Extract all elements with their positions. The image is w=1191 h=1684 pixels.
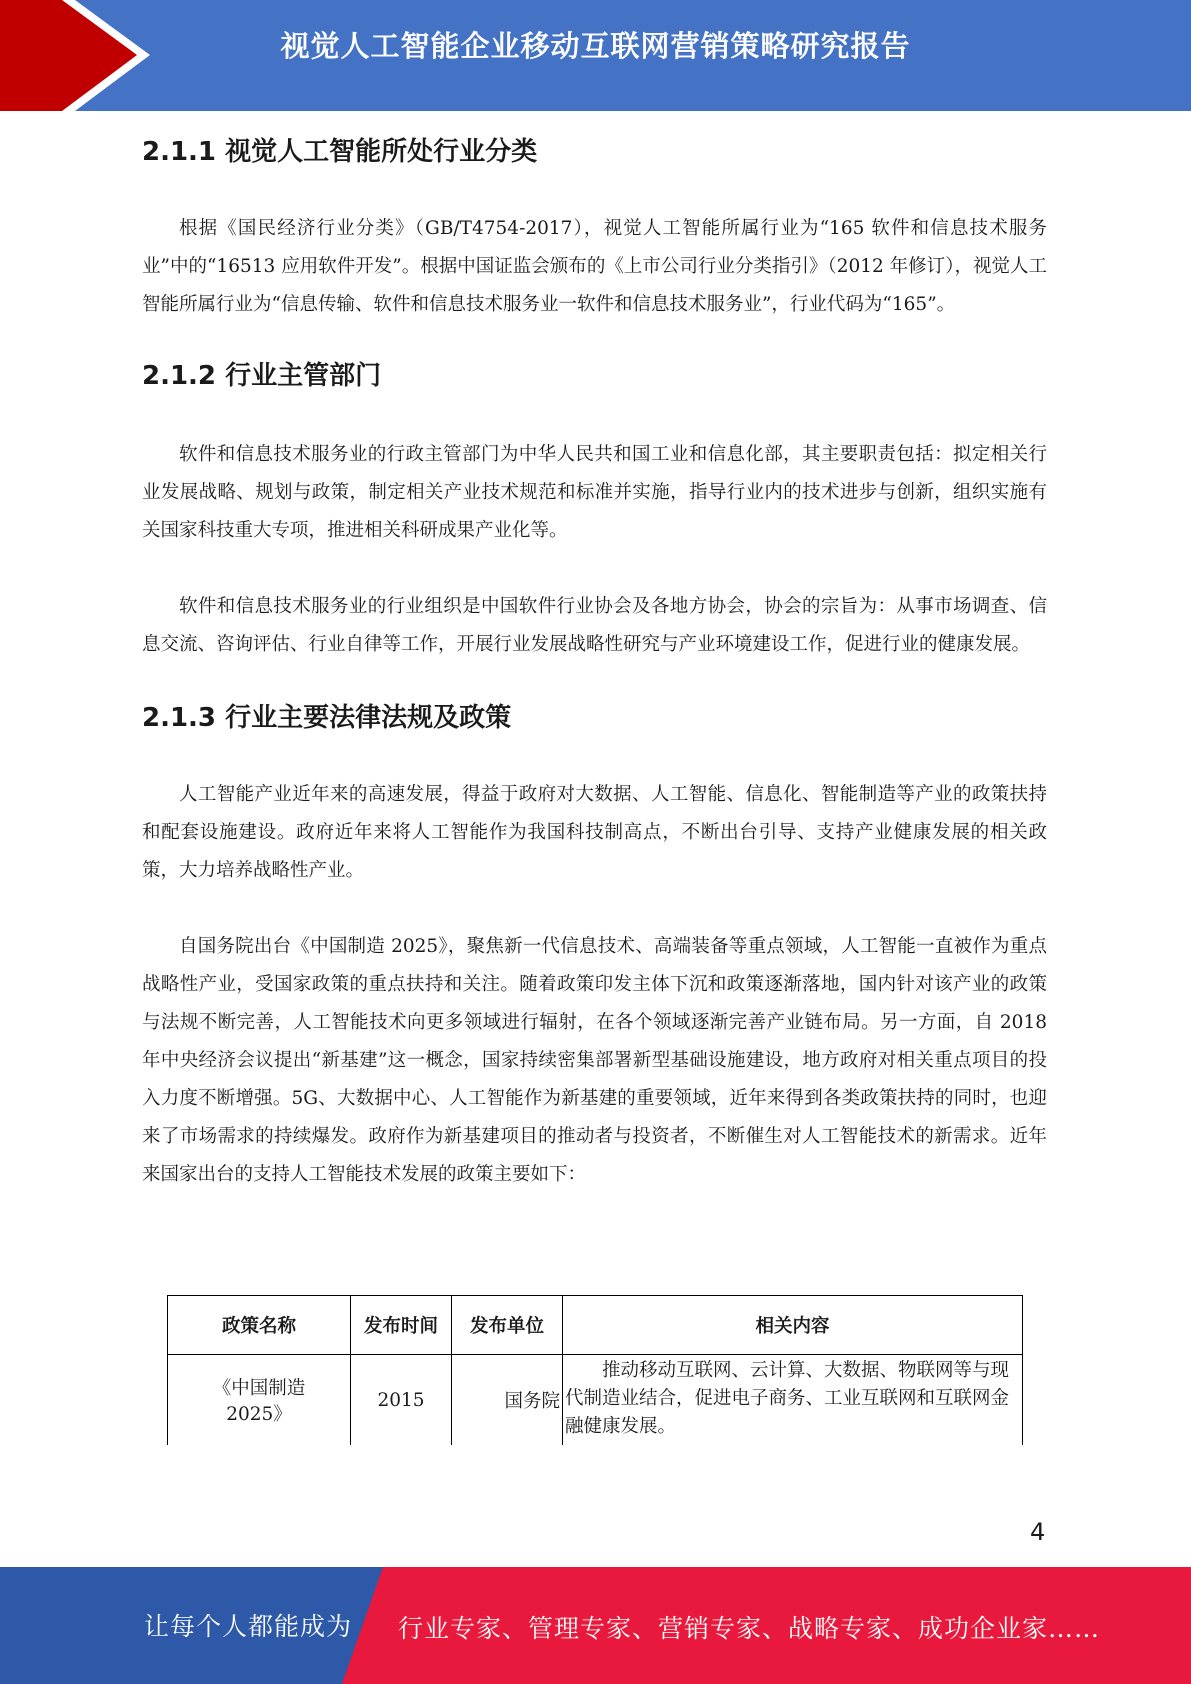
- table-header-row: [168, 1296, 1023, 1355]
- footer-slogan-left: 让每个人都能成为: [144, 1612, 353, 1641]
- paragraph: 人工智能产业近年来的高速发展，得益于政府对大数据、人工智能、信息化、智能制造等产业的政策扶持和配套设施建设。政府近年来将人工智能作为我国科技制高点，不断出台引导、支持产业健康发展的相关政策，大力培养战略性产业。: [142, 784, 1047, 881]
- paragraph: 根据《国民经济行业分类》（GB/T4754-2017），视觉人工智能所属行业为“165 软件和信息技术服务业”中的“16513 应用软件开发”。根据中国证监会颁布的《上市公司行业分类指引》（2012 年修订），视觉人工智能所属行业为“信息传输、软件和信息技术服务业一软件和信息技术服务业”，行业代码为“165”。: [142, 218, 1047, 315]
- column-header-issuer: 发布单位: [452, 1296, 563, 1355]
- footer-banner: [0, 1567, 1191, 1684]
- page-number: 4: [1030, 1518, 1046, 1546]
- footer-slogan-right: 行业专家、管理专家、营销专家、战略专家、成功企业家……: [398, 1614, 1101, 1643]
- header-banner: [0, 0, 1191, 111]
- paragraph: 自国务院出台《中国制造 2025》，聚焦新一代信息技术、高端装备等重点领域，人工智能一直被作为重点战略性产业，受国家政策的重点扶持和关注。随着政策印发主体下沉和政策逐渐落地，国内针对该产业的政策与法规不断完善，人工智能技术向更多领域进行辐射，在各个领域逐渐完善产业链布局。另一方面，自 2018 年中央经济会议提出“新基建”这一概念，国家持续密集部署新型基础设施建设，地方政府对相关重点项目的投入力度不断增强。5G、大数据中心、人工智能作为新基建的重要领域，近年来得到各类政策扶持的同时，也迎来了市场需求的持续爆发。政府作为新基建项目的推动者与投资者，不断催生对人工智能技术的新需求。近年来国家出台的支持人工智能技术发展的政策主要如下：: [142, 936, 1047, 1185]
- cell-release-time: 2015: [351, 1355, 452, 1446]
- document-title: 视觉人工智能企业移动互联网营销策略研究报告: [280, 29, 911, 63]
- cell-content: 推动移动互联网、云计算、大数据、物联网等与现代制造业结合，促进电子商务、工业互联网和互联网金融健康发展。: [563, 1355, 1023, 1446]
- policy-table: [167, 1295, 1023, 1445]
- table-row: [168, 1355, 1023, 1446]
- cell-policy-name: 《中国制造 2025》: [168, 1355, 351, 1446]
- section-heading: 2.1.3 行业主要法律法规及政策: [142, 703, 512, 733]
- paragraph: 软件和信息技术服务业的行业组织是中国软件行业协会及各地方协会，协会的宗旨为：从事市场调查、信息交流、咨询评估、行业自律等工作，开展行业发展战略性研究与产业环境建设工作，促进行业的健康发展。: [142, 596, 1047, 655]
- paragraph: 软件和信息技术服务业的行政主管部门为中华人民共和国工业和信息化部，其主要职责包括：拟定相关行业发展战略、规划与政策，制定相关产业技术规范和标准并实施，指导行业内的技术进步与创新，组织实施有关国家科技重大专项，推进相关科研成果产业化等。: [142, 444, 1047, 541]
- column-header-policy-name: 政策名称: [168, 1296, 351, 1355]
- section-heading: 2.1.2 行业主管部门: [142, 361, 382, 391]
- column-header-content: 相关内容: [563, 1296, 1023, 1355]
- section-heading: 2.1.1 视觉人工智能所处行业分类: [142, 137, 538, 167]
- cell-issuer: 国务院: [452, 1355, 563, 1446]
- main-content: [142, 128, 1047, 1194]
- column-header-release-time: 发布时间: [351, 1296, 452, 1355]
